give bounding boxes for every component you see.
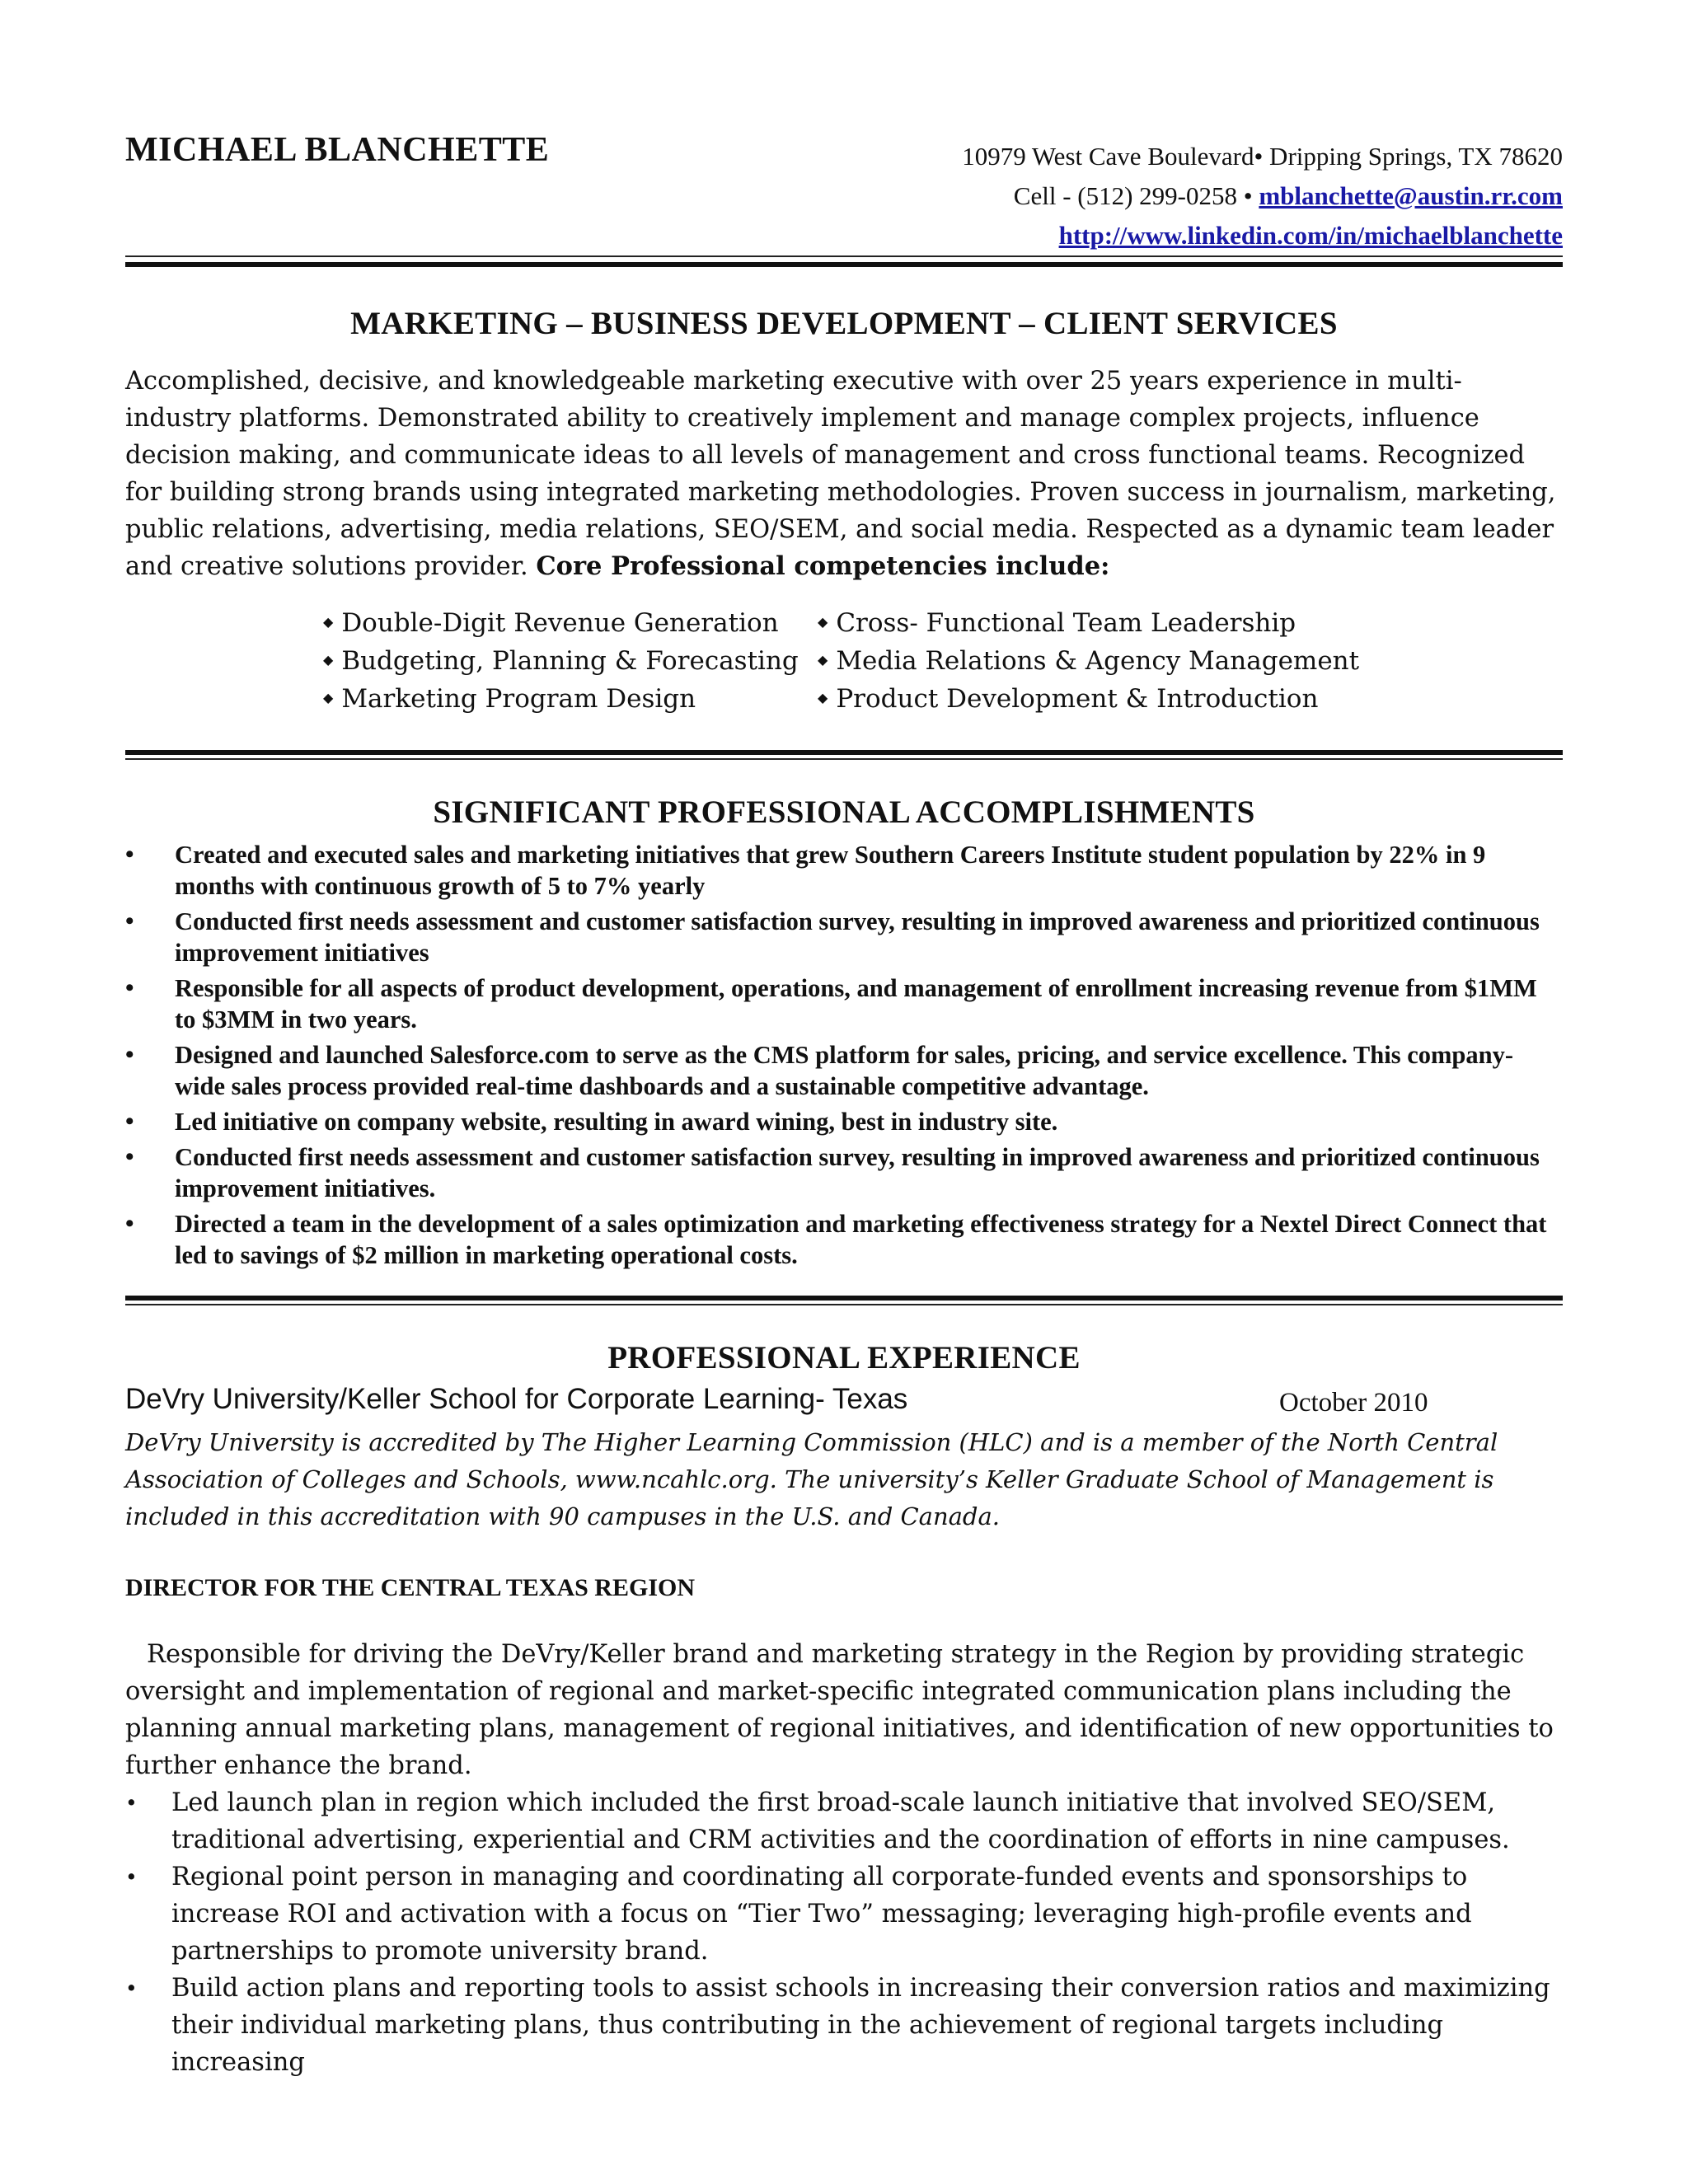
- competency-item: ◆ Double-Digit Revenue Generation: [323, 605, 799, 643]
- diamond-bullet-icon: ◆: [818, 652, 828, 668]
- competencies-right: [818, 605, 1359, 719]
- linkedin-line: [962, 216, 1563, 255]
- competency-item: ◆ Marketing Program Design: [323, 681, 799, 719]
- list-item: • Led initiative on company website, resulting in award wining, best in industry site.: [125, 1108, 1058, 1136]
- accomplishments-divider-thin: [125, 1304, 1563, 1305]
- bullet-icon: •: [125, 1143, 134, 1170]
- bullet-icon: •: [127, 1788, 136, 1816]
- summary-bold: Core Professional competencies include:: [536, 551, 1110, 581]
- phone-email-line: [962, 176, 1563, 216]
- address: 10979 West Cave Boulevard• Dripping Springs, TX 78620: [962, 142, 1563, 171]
- summary-divider-thin: [125, 758, 1563, 760]
- diamond-bullet-icon: ◆: [323, 690, 334, 705]
- list-item: • Conducted first needs assessment and customer satisfaction survey, resulting in improved awareness and prioritized continuous improvement initiatives.: [125, 1143, 1540, 1202]
- list-item: • Build action plans and reporting tools to assist schools in increasing their conversion ratios and maximizing their individual marketing plans, thus contributing in the achievement of regional targets including increasing: [125, 1970, 1563, 2081]
- bullet-icon: •: [125, 974, 134, 1001]
- header-divider-thin: [125, 255, 1563, 257]
- list-item: • Directed a team in the development of a sales optimization and marketing effectiveness strategy for a Nextel Direct Connect that led to savings of $2 million in marketing operational costs.: [125, 1210, 1547, 1269]
- bullet-icon: •: [125, 907, 134, 935]
- competency-item: ◆ Media Relations & Agency Management: [818, 643, 1359, 681]
- list-item: • Regional point person in managing and coordinating all corporate-funded events and sponsorships to increase ROI and activation with a focus on “Tier Two” messaging; leveraging high-profile events and partnerships to promote university brand.: [125, 1858, 1563, 1970]
- accomplishments-divider-thick: [125, 1296, 1563, 1301]
- bullet-icon: •: [125, 841, 134, 868]
- bullet-icon: •: [127, 1863, 136, 1891]
- bullet-icon: •: [125, 1108, 134, 1135]
- competency-item: ◆ Cross- Functional Team Leadership: [818, 605, 1359, 643]
- competencies-left: [323, 605, 799, 719]
- bullet-icon: •: [125, 1210, 134, 1237]
- company-description: DeVry University is accredited by The Higher Learning Commission (HLC) and is a member of the North Central Association of Colleges and Schools, www.ncahlc.org. The university’s Keller Graduate School of Management is included in this accreditation with 90 campuses in the U.S. and Canada.: [125, 1428, 1498, 1530]
- company-name: DeVry University/Keller School for Corporate Learning- Texas: [125, 1383, 908, 1415]
- diamond-bullet-icon: ◆: [323, 614, 334, 630]
- diamond-bullet-icon: ◆: [323, 652, 334, 668]
- accomplishments-list: [125, 839, 1563, 1275]
- list-item: • Conducted first needs assessment and customer satisfaction survey, resulting in improved awareness and prioritized continuous improvement initiatives: [125, 907, 1540, 967]
- candidate-name: MICHAEL BLANCHETTE: [125, 131, 550, 169]
- company-date: October 2010: [1279, 1388, 1428, 1418]
- header-divider-thick: [125, 262, 1563, 267]
- bullet-icon: •: [127, 1974, 136, 2002]
- list-item: • Responsible for all aspects of product development, operations, and management of enrollment increasing revenue from $1MM to $3MM in two years.: [125, 974, 1537, 1033]
- summary-body: Accomplished, decisive, and knowledgeable marketing executive with over 25 years experience in multi-industry platforms. Demonstrated ability to creatively implement and manage complex projects, influence decision making, and communicate ideas to all levels of management and cross functional teams. Recognized for building strong brands using integrated marketing methodologies. Proven success in journalism, marketing, public relations, advertising, media relations, SEO/SEM, and social media. Respected as a dynamic team leader and creative solutions provider.: [125, 367, 1556, 581]
- list-item: • Created and executed sales and marketing initiatives that grew Southern Careers Institute student population by 22% in 9 months with continuous growth of 5 to 7% yearly: [125, 841, 1486, 900]
- resume-page: [125, 0, 1563, 2184]
- email-link[interactable]: mblanchette@austin.rr.com: [1259, 181, 1563, 210]
- summary-divider-thick: [125, 750, 1563, 755]
- competency-item: ◆ Budgeting, Planning & Forecasting: [323, 643, 799, 681]
- role-bullets-list: [125, 1784, 1563, 2081]
- summary-title: MARKETING – BUSINESS DEVELOPMENT – CLIENT SERVICES: [350, 306, 1338, 341]
- role-description: Responsible for driving the DeVry/Keller brand and marketing strategy in the Region by providing strategic oversight and implementation of regional and market-specific integrated communication plans including the planning annual marketing plans, management of regional initiatives, and identification of new opportunities to further enhance the brand.: [125, 1640, 1554, 1780]
- bullet-icon: •: [125, 1041, 134, 1068]
- competency-item: ◆ Product Development & Introduction: [818, 681, 1359, 719]
- phone: Cell - (512) 299-0258 •: [1013, 181, 1259, 210]
- diamond-bullet-icon: ◆: [818, 690, 828, 705]
- list-item: • Designed and launched Salesforce.com to serve as the CMS platform for sales, pricing, and service excellence. This company-wide sales process provided real-time dashboards and a sustainable competitive advantage.: [125, 1041, 1513, 1100]
- accomplishments-title: SIGNIFICANT PROFESSIONAL ACCOMPLISHMENTS: [433, 794, 1255, 830]
- experience-title: PROFESSIONAL EXPERIENCE: [607, 1340, 1081, 1376]
- linkedin-link[interactable]: http://www.linkedin.com/in/michaelblanchette: [1058, 221, 1563, 250]
- role-title: DIRECTOR FOR THE CENTRAL TEXAS REGION: [125, 1574, 695, 1601]
- summary-text: [125, 363, 1563, 585]
- diamond-bullet-icon: ◆: [818, 614, 828, 630]
- contact-block: [962, 137, 1563, 255]
- list-item: • Led launch plan in region which included the first broad-scale launch initiative that involved SEO/SEM, traditional advertising, experiential and CRM activities and the coordination of efforts in nine campuses.: [125, 1784, 1563, 1858]
